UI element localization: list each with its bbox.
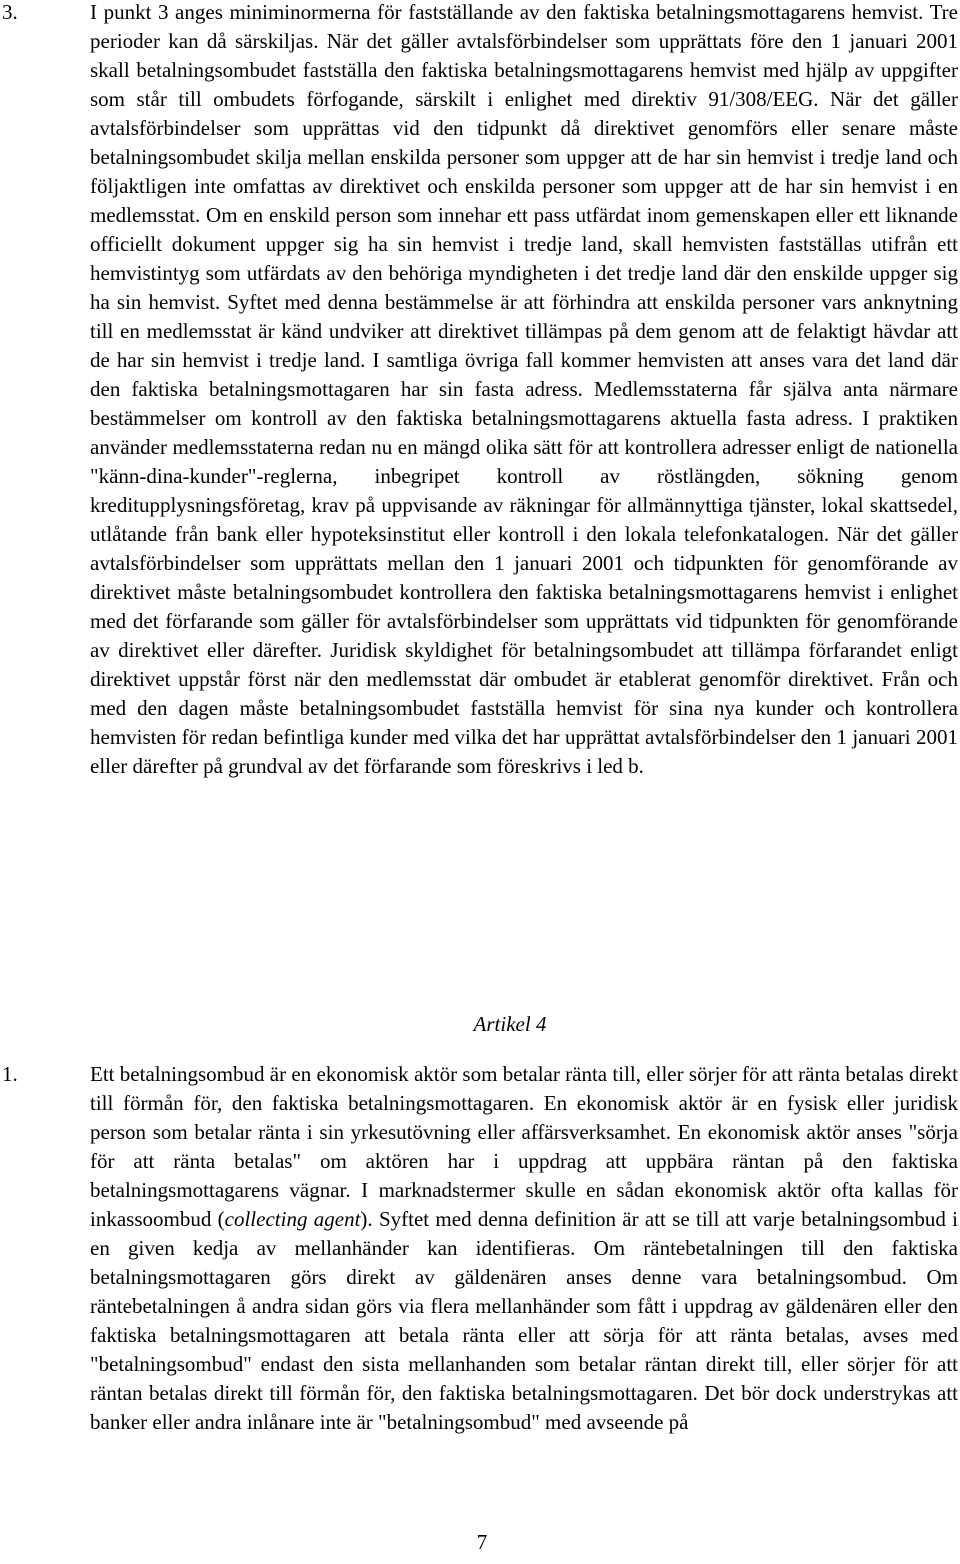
italic-term: collecting agent xyxy=(224,1207,361,1231)
article-heading: Artikel 4 xyxy=(473,1012,547,1036)
paragraph-number: 3. xyxy=(2,0,18,24)
paragraph-number: 1. xyxy=(2,1062,18,1086)
paragraph-text: I punkt 3 anges miniminormerna för fastställande av den faktiska betalningsmottagarens hemvist. Tre perioder kan då särskiljas. När det gäller avtalsförbindelser som upprättats före den 1 januari 2001 skall betalningsombudet fastställa den faktiska betalningsmottagarens hemvist med hjälp av uppgifter som står till ombudets förfogande, särskilt i enlighet med direktiv 91/308/EEG. När det gäller avtalsförbindelser som upprättas vid den tidpunkt då direktivet genomförs eller senare måste betalningsombudet skilja mellan enskilda personer som uppger att de har sin hemvist i tredje land och följaktligen inte omfattas av direktivet och enskilda personer som uppger att de har sin hemvist i en medlemsstat. Om en enskild person som innehar ett pass utfärdat inom gemenskapen eller ett liknande officiellt dokument uppger sig ha sin hemvist i tredje land, skall hemvisten fastställas utifrån ett hemvistintyg som utfärdats av den behöriga myndigheten i det tredje land där den enskilde uppger sig ha sin hemvist. Syftet med denna bestämmelse är att förhindra att enskilda personer vars anknytning till en medlemsstat är känd undviker att direktivet tillämpas på dem genom att de felaktigt hävdar att de har sin hemvist i tredje land. I samtliga övriga fall kommer hemvisten att anses vara det land där den faktiska betalningsmottagaren har sin fasta adress. Medlemsstaterna får själva anta närmare bestämmelser om kontroll av den faktiska betalningsmottagarens aktuella fasta adress. I praktiken använder medlemsstaterna redan nu en mängd olika sätt för att kontrollera adresser enligt de nationella "känn-dina-kunder"-reglerna, inbegripet kontroll av röstlängden, sökning genom kreditupplysningsföretag, krav på uppvisande av räkningar för allmännyttiga tjänster, lokal skattsedel, utlåtande från bank eller hypoteksinstitut eller kontroll i den lokala telefonkatalogen. När det gäller avtalsförbindelser som upprättats mellan den 1 januari 2001 och tidpunkten för genomförande av direktivet måste betalningsombudet kontrollera den faktiska betalningsmottagarens hemvist i enlighet med det förfarande som gäller för avtalsförbindelser som upprättats vid tidpunkten för genomförande av direktivet eller därefter. Juridisk skyldighet för betalningsombudet att tillämpa förfarandet enligt direktivet uppstår först när den medlemsstat där ombudet är etablerat genomför direktivet. Från och med den dagen måste betalningsombudet fastställa hemvist för sina nya kunder och kontrollera hemvisten för redan befintliga kunder med vilka det har upprättat avtalsförbindelser den 1 januari 2001 eller därefter på grundval av det förfarande som föreskrivs i led b. xyxy=(90,0,958,778)
paragraph-text-part: Ett betalningsombud är en ekonomisk aktör som betalar ränta till, eller sörjer för att ränta betalas direkt till förmån för, den faktiska betalningsmottagaren. En ekonomisk aktör är en fysisk eller juridisk person som betalar ränta i sin yrkesutövning eller affärsverksamhet. En ekonomisk aktör anses "sörja för att ränta betalas" om aktören har i uppdrag att uppbära räntan på den faktiska betalningsmottagarens vägnar. I marknadstermer skulle en sådan ekonomisk aktör ofta kallas för inkassoombud ( xyxy=(90,1062,958,1231)
page-number: 7 xyxy=(476,1530,488,1554)
paragraph-text-part: ). Syftet med denna definition är att se till att varje betalningsombud i en given kedja av mellanhänder kan identifieras. Om räntebetalningen till den faktiska betalningsmottagaren görs direkt av gäldenären anses denne vara betalningsombud. Om räntebetalningen å andra sidan görs via flera mellanhänder som fått i uppdrag av gäldenären eller den faktiska betalningsmottagaren att betala ränta eller att sörja för att ränta betalas, avses med "betalningsombud" endast den sista mellanhanden som betalar räntan direkt till, eller sörjer för att räntan betalas direkt till förmån för, den faktiska betalningsmottagaren. Det bör dock understrykas att banker eller andra inlånare inte är "betalningsombud" med avseende på xyxy=(90,1207,958,1434)
paragraph-text xyxy=(90,1060,958,1437)
paragraph-1 xyxy=(0,1060,960,1500)
